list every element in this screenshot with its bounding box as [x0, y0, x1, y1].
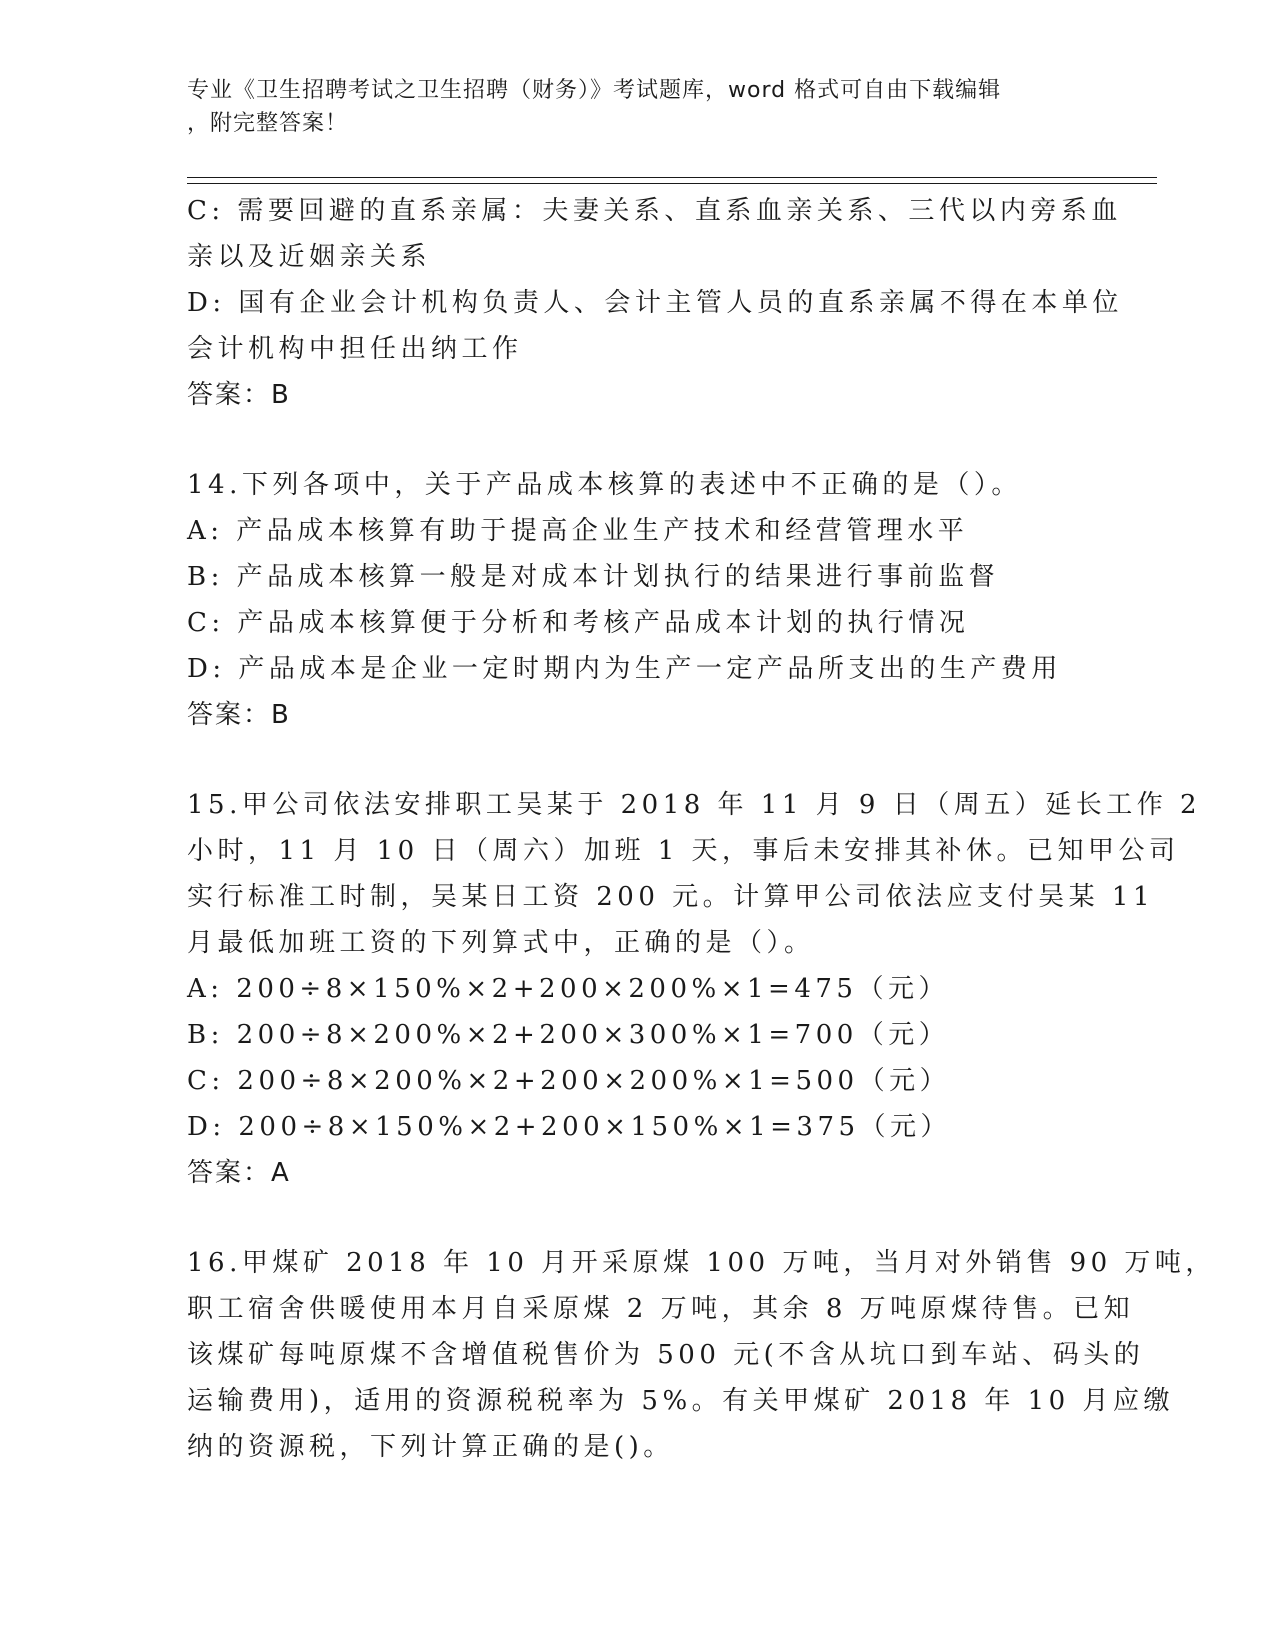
q16-question-line-3: 该煤矿每吨原煤不含增值税售价为 500 元(不含从坑口到车站、码头的 [187, 1340, 1145, 1370]
q15-question-line-4: 月最低加班工资的下列算式中，正确的是（）。 [187, 928, 815, 958]
q16-question-line-1: 16.甲煤矿 2018 年 10 月开采原煤 100 万吨，当月对外销售 90 万吨， [187, 1248, 1216, 1278]
spacer [187, 418, 1087, 462]
q15-answer: 答案：A [187, 1158, 291, 1188]
spacer [187, 1196, 1087, 1240]
q15-option-c: C: 200÷8×200%×2+200×200%×1=500（元） [187, 1066, 951, 1096]
q15-question-line-3: 实行标准工时制，吴某日工资 200 元。计算甲公司依法应支付吴某 11 [187, 882, 1155, 912]
q14-option-b: B: 产品成本核算一般是对成本计划执行的结果进行事前监督 [187, 562, 1000, 592]
question-16 [187, 1240, 1216, 1470]
q15-option-a: A: 200÷8×150%×2+200×200%×1=475（元） [187, 974, 949, 1004]
document-header [187, 74, 1087, 140]
q13-option-c-line-1: C: 需要回避的直系亲属：夫妻关系、直系血亲关系、三代以内旁系血 [187, 196, 1122, 226]
q16-question-line-4: 运输费用)，适用的资源税税率为 5%。有关甲煤矿 2018 年 10 月应缴 [187, 1386, 1174, 1416]
q13-option-d-line-2: 会计机构中担任出纳工作 [187, 334, 523, 364]
q15-question-line-2: 小时，11 月 10 日（周六）加班 1 天，事后未安排其补休。已知甲公司 [187, 836, 1180, 866]
q16-question-line-5: 纳的资源税，下列计算正确的是()。 [187, 1432, 674, 1462]
header-rule-top [187, 177, 1157, 178]
q16-question-line-2: 职工宿舍供暖使用本月自采原煤 2 万吨，其余 8 万吨原煤待售。已知 [187, 1294, 1135, 1324]
q15-option-b: B: 200÷8×200%×2+200×300%×1=700（元） [187, 1020, 950, 1050]
question-13 [187, 188, 1123, 418]
q13-answer: 答案：B [187, 380, 291, 410]
header-line-2: ，附完整答案！ [187, 111, 349, 136]
q15-option-d: D: 200÷8×150%×2+200×150%×1=375（元） [187, 1112, 952, 1142]
q14-option-c: C: 产品成本核算便于分析和考核产品成本计划的执行情况 [187, 608, 970, 638]
question-15 [187, 782, 1202, 1196]
q14-option-d: D: 产品成本是企业一定时期内为生产一定产品所支出的生产费用 [187, 654, 1062, 684]
q15-question-line-1: 15.甲公司依法安排职工吴某于 2018 年 11 月 9 日（周五）延长工作 2 [187, 790, 1202, 820]
q14-question: 14.下列各项中，关于产品成本核算的表述中不正确的是（）。 [187, 470, 1022, 500]
q14-option-a: A: 产品成本核算有助于提高企业生产技术和经营管理水平 [187, 516, 969, 546]
q13-option-c-line-2: 亲以及近姻亲关系 [187, 242, 432, 272]
question-14 [187, 462, 1087, 738]
q14-answer: 答案：B [187, 700, 291, 730]
q13-option-d-line-1: D: 国有企业会计机构负责人、会计主管人员的直系亲属不得在本单位 [187, 288, 1123, 318]
spacer [187, 738, 1087, 782]
header-line-1: 专业《卫生招聘考试之卫生招聘（财务）》考试题库，word 格式可自由下载编辑 [187, 78, 1002, 103]
question-content [187, 188, 1216, 1470]
header-rule-bottom [187, 183, 1157, 184]
